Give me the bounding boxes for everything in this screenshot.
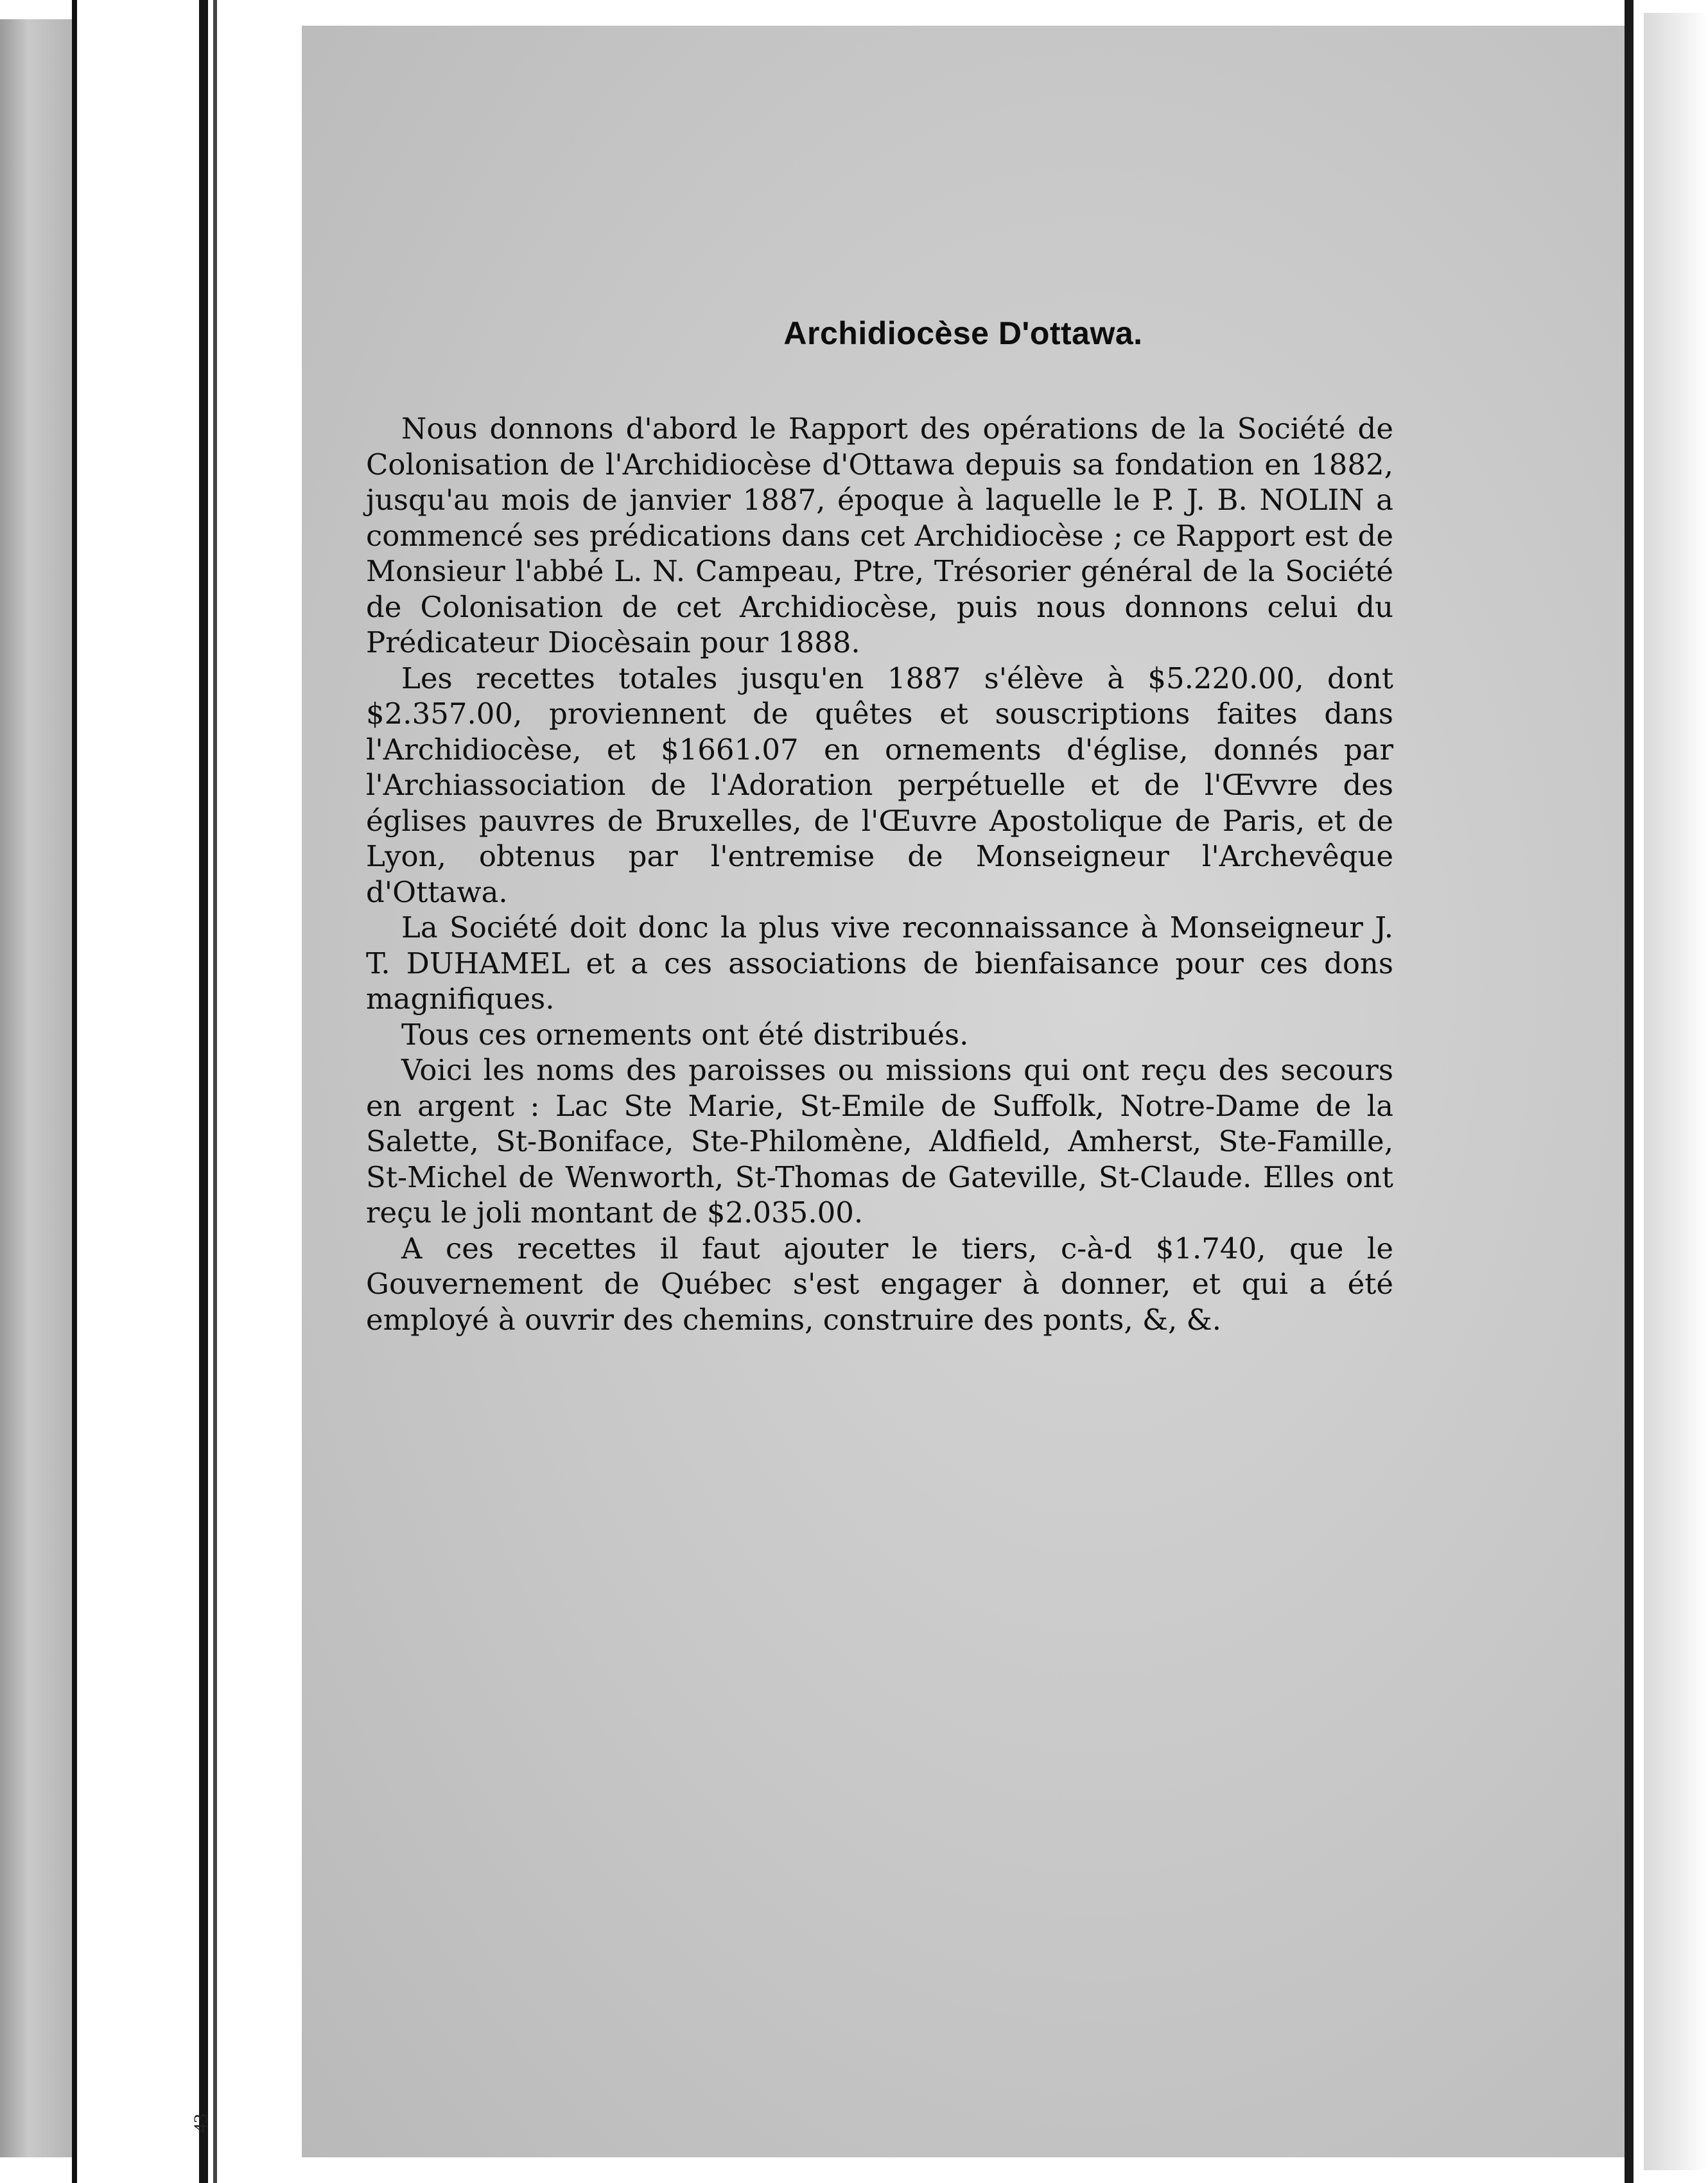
document-page [302, 26, 1625, 2157]
paragraph: Voici les noms des paroisses ou missions qui ont reçu des secours en argent : Lac Ste Marie, St-Emile de Suffolk, Notre-Dame de la Salette, St-Boniface, Ste-Philomène, Aldfield, Amherst, Ste-Famille, St-Michel de Wenworth, St-Thomas de Gateville, St-Claude. Elles ont reçu le joli montant de $2.035.00. [366, 1053, 1393, 1230]
paragraph: Tous ces ornements ont été distribués. [401, 1017, 969, 1052]
body-text [366, 411, 1393, 1337]
scan-margin [1644, 13, 1708, 2170]
page-edge-line [1625, 0, 1634, 2183]
page-mark: 43 [190, 2114, 211, 2133]
binding-line [72, 0, 77, 2183]
facing-page-edge [0, 19, 72, 2157]
page-title: Archidiocèse D'ottawa. [783, 315, 1143, 351]
paragraph: Les recettes totales jusqu'en 1887 s'élève à $5.220.00, dont $2.357.00, proviennent de quêtes et souscriptions faites dans l'Archidiocèse, et $1661.07 en ornements d'église, donnés par l'Archiassociation de l'Adoration perpétuelle et de l'Œvvre des églises pauvres de Bruxelles, de l'Œuvre Apostolique de Paris, et de Lyon, obtenus par l'entremise de Monseigneur l'Archevêque d'Ottawa. [366, 661, 1393, 909]
paragraph: Nous donnons d'abord le Rapport des opérations de la Société de Colonisation de l'Archidiocèse d'Ottawa depuis sa fondation en 1882, jusqu'au mois de janvier 1887, époque à laquelle le P. J. B. NOLIN a commencé ses prédications dans cet Archidiocèse ; ce Rapport est de Monsieur l'abbé L. N. Campeau, Ptre, Trésorier général de la Société de Colonisation de cet Archidiocèse, puis nous donnons celui du Prédicateur Diocèsain pour 1888. [366, 412, 1393, 659]
binding-line [199, 0, 208, 2183]
paragraph: La Société doit donc la plus vive reconnaissance à Monseigneur J. T. DUHAMEL et a ces associations de bienfaisance pour ces dons magnifiques. [366, 910, 1393, 1016]
paragraph: A ces recettes il faut ajouter le tiers, c-à-d $1.740, que le Gouvernement de Québec s'est engager à donner, et qui a été employé à ouvrir des chemins, construire des ponts, &, &. [366, 1231, 1393, 1337]
binding-line [213, 0, 217, 2183]
